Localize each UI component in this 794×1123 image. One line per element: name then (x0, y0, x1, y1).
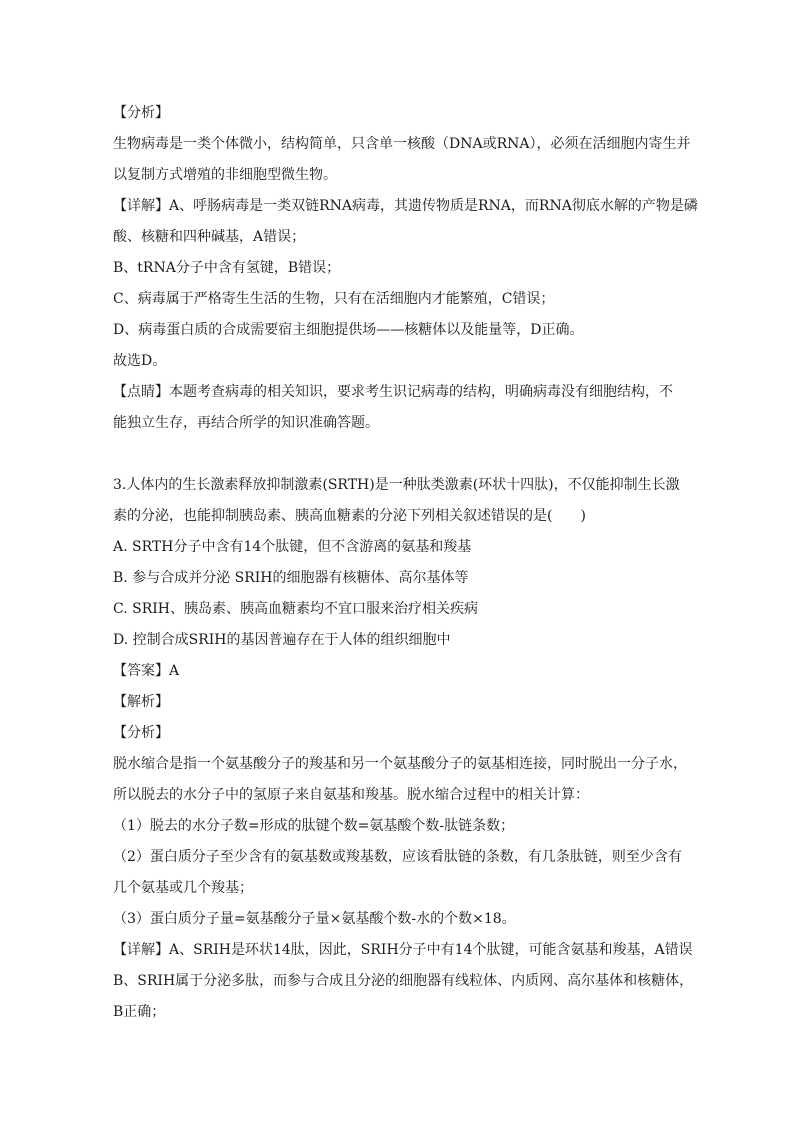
detail-line: 酸、核糖和四种碱基，A错误； (113, 229, 306, 245)
comment-line: 能独立生存，再结合所学的知识准确答题。 (113, 415, 379, 431)
document-body (113, 98, 698, 1028)
detail-line: B、tRNA分子中含有氢键，B错误； (113, 260, 341, 276)
analysis-heading: 【分析】 (113, 725, 169, 741)
question-stem: 素的分泌，也能抑制胰岛素、胰高血糖素的分泌下列相关叙述错误的是( ) (113, 508, 586, 524)
analysis-heading: 【分析】 (113, 105, 169, 121)
analysis-line: 脱水缩合是指一个氨基酸分子的羧基和另一个氨基酸分子的氨基相连接，同时脱出一分子水， (113, 756, 687, 772)
analysis-line: （3）蛋白质分子量=氨基酸分子量×氨基酸个数-水的个数×18。 (113, 911, 516, 927)
option-d: D. 控制合成SRIH的基因普遍存在于人体的组织细胞中 (113, 632, 451, 648)
detail-line: 【详解】A、SRIH是环状14肽，因此，SRIH分子中有14个肽键，可能含氨基和羧基，A错误 (113, 942, 693, 958)
answer-line: 【答案】A (113, 663, 180, 679)
section-gap (113, 439, 693, 470)
detail-line: B、SRIH属于分泌多肽，而参与合成且分泌的细胞器有线粒体、内质网、高尔基体和核糖体， (113, 973, 694, 989)
detail-line: B正确； (113, 1004, 166, 1020)
option-a: A. SRTH分子中含有14个肽键，但不含游离的氨基和羧基 (113, 539, 472, 555)
detail-line: 【详解】A、呼肠病毒是一类双链RNA病毒，其遗传物质是RNA，而RNA彻底水解的产物是磷 (113, 198, 698, 214)
detail-line: C、病毒属于严格寄生生活的生物，只有在活细胞内才能繁殖，C错误； (113, 291, 555, 307)
explanation-heading: 【解析】 (113, 694, 169, 710)
analysis-line: （1）脱去的水分子数=形成的肽键个数=氨基酸个数-肽链条数； (113, 818, 515, 834)
analysis-line: 生物病毒是一类个体微小，结构简单，只含单一核酸（DNA或RNA），必须在活细胞内寄生并 (113, 136, 691, 152)
analysis-line: 以复制方式增殖的非细胞型微生物。 (113, 167, 337, 183)
detail-line: 故选D。 (113, 353, 167, 369)
option-b: B. 参与合成并分泌 SRIH的细胞器有核糖体、高尔基体等 (113, 570, 469, 586)
option-c: C. SRIH、胰岛素、胰高血糖素均不宜口服来治疗相关疾病 (113, 601, 478, 617)
comment-line: 【点睛】本题考查病毒的相关知识，要求考生识记病毒的结构，明确病毒没有细胞结构，不 (113, 384, 673, 400)
question-stem: 3.人体内的生长激素释放抑制激素(SRTH)是一种肽类激素(环状十四肽)，不仅能抑制生长激 (113, 477, 680, 493)
analysis-line: 几个氨基或几个羧基； (113, 880, 253, 896)
analysis-line: （2）蛋白质分子至少含有的氨基数或羧基数，应该看肽链的条数，有几条肽链，则至少含有 (113, 849, 682, 865)
detail-line: D、病毒蛋白质的合成需要宿主细胞提供场——核糖体以及能量等，D正确。 (113, 322, 584, 338)
analysis-line: 所以脱去的水分子中的氢原子来自氨基和羧基。脱水缩合过程中的相关计算： (113, 787, 589, 803)
